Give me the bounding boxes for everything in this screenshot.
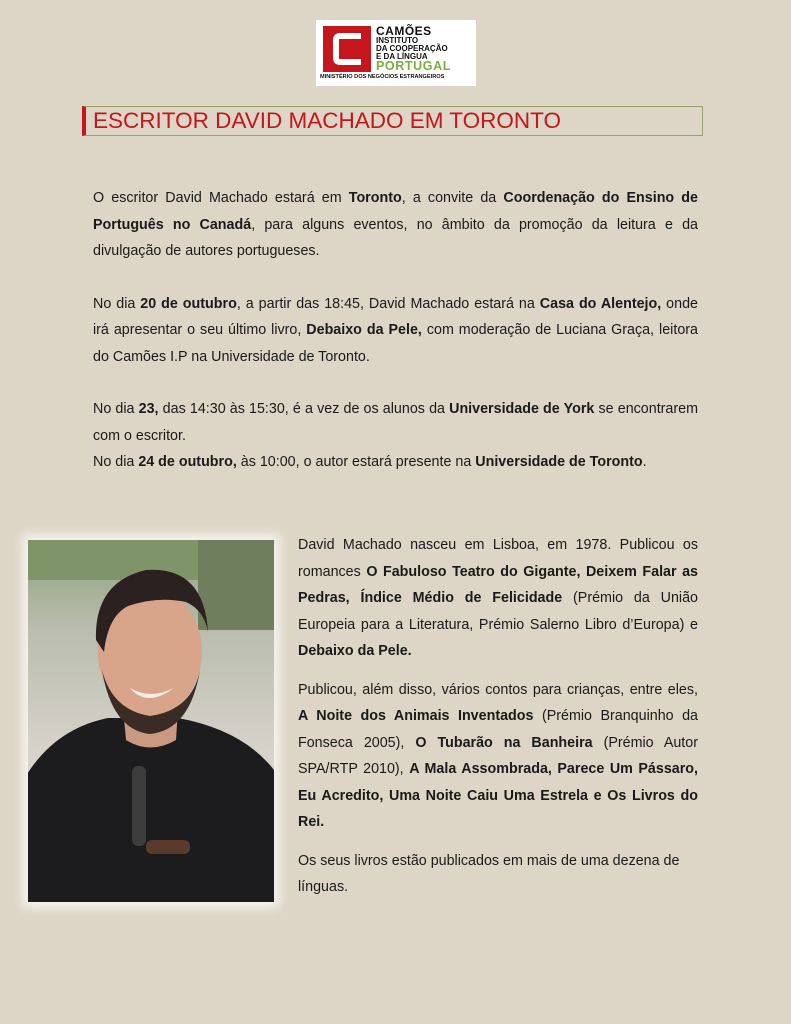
bio-paragraph-novels — [298, 532, 698, 665]
logo-line-instituto: INSTITUTO — [376, 36, 419, 45]
bold-text: O Tubarão na Banheira — [415, 734, 593, 751]
bold-text: Casa do Alentejo, — [539, 295, 662, 312]
text: das 14:30 às 15:30, é a vez de os alunos da — [158, 401, 450, 417]
text: No dia — [93, 454, 139, 470]
logo-name: CAMÕES — [376, 24, 432, 38]
text: . — [642, 454, 647, 470]
intro-paragraph-event-20 — [93, 291, 698, 371]
page-title: ESCRITOR DAVID MACHADO EM TORONTO — [93, 108, 561, 133]
text: se encontrarem com o escritor. — [93, 401, 699, 444]
biography-section — [298, 532, 698, 913]
bold-text: Debaixo da Pele, — [306, 322, 422, 338]
bio-paragraph-translations: Os seus livros estão publicados em mais de uma dezena de línguas. — [298, 852, 680, 895]
logo-line-lingua: E DA LÍNGUA — [376, 52, 428, 61]
text: No dia — [93, 401, 139, 417]
text: com moderação de Luciana Graça, leitora do Camões I.P na Universidade de Toronto. — [93, 322, 698, 365]
bold-text: O Fabuloso Teatro do Gigante, Deixem Falar as Pedras, Índice Médio de Felicidade — [298, 563, 699, 606]
bold-text: Universidade de Toronto — [475, 454, 643, 470]
intro-paragraph-event-24 — [93, 449, 698, 476]
text: Publicou, além disso, vários contos para crianças, entre eles, — [298, 681, 698, 698]
bio-paragraph-children-stories — [298, 677, 698, 836]
author-photo — [28, 540, 274, 902]
bold-text: 20 de outubro — [140, 295, 237, 312]
bold-text: Toronto — [348, 190, 402, 206]
text: (Prémio Autor SPA/RTP 2010), — [298, 734, 698, 777]
title-box — [82, 106, 703, 136]
text: (Prémio Branquinho da Fonseca 2005), — [298, 708, 698, 751]
bold-text: 23, — [138, 401, 159, 417]
text: No dia — [93, 295, 141, 312]
bold-text: Universidade de York — [449, 401, 595, 417]
text: , a convite da — [401, 190, 504, 206]
bold-text: Debaixo da Pele. — [298, 643, 412, 659]
logo-country: PORTUGAL — [376, 59, 451, 73]
text: David Machado nasceu em Lisboa, em 1978. Publicou os romances — [298, 537, 698, 580]
camoes-c-logo-icon — [323, 26, 371, 72]
text: (Prémio da União Europeia para a Literatura, Prémio Salerno Libro d’Europa) e — [298, 590, 698, 633]
bold-text: A Noite dos Animais Inventados — [298, 708, 534, 724]
bold-text: Coordenação do Ensino de Português no Canadá — [93, 190, 698, 233]
text: , para alguns eventos, no âmbito da promoção da leitura e da divulgação de autores portugueses. — [93, 216, 698, 259]
text: O escritor David Machado estará em — [93, 190, 349, 206]
author-portrait-image — [28, 540, 274, 902]
intro-section — [93, 185, 698, 476]
text: às 10:00, o autor estará presente na — [236, 454, 476, 470]
logo-line-cooperacao: DA COOPERAÇÃO — [376, 44, 448, 53]
intro-paragraph-invite — [93, 185, 698, 265]
logo-ministry: MINISTÉRIO DOS NEGÓCIOS ESTRANGEIROS — [320, 74, 445, 80]
text: , a partir das 18:45, David Machado estará na — [236, 295, 540, 312]
bold-text: A Mala Assombrada, Parece Um Pássaro, Eu Acredito, Uma Noite Caiu Uma Estrela e Os Livros do Rei. — [298, 761, 698, 830]
camoes-logo — [316, 20, 476, 86]
text: onde irá apresentar o seu último livro, — [93, 295, 698, 338]
bold-text: 24 de outubro, — [138, 454, 237, 470]
intro-paragraph-event-23 — [93, 396, 698, 449]
